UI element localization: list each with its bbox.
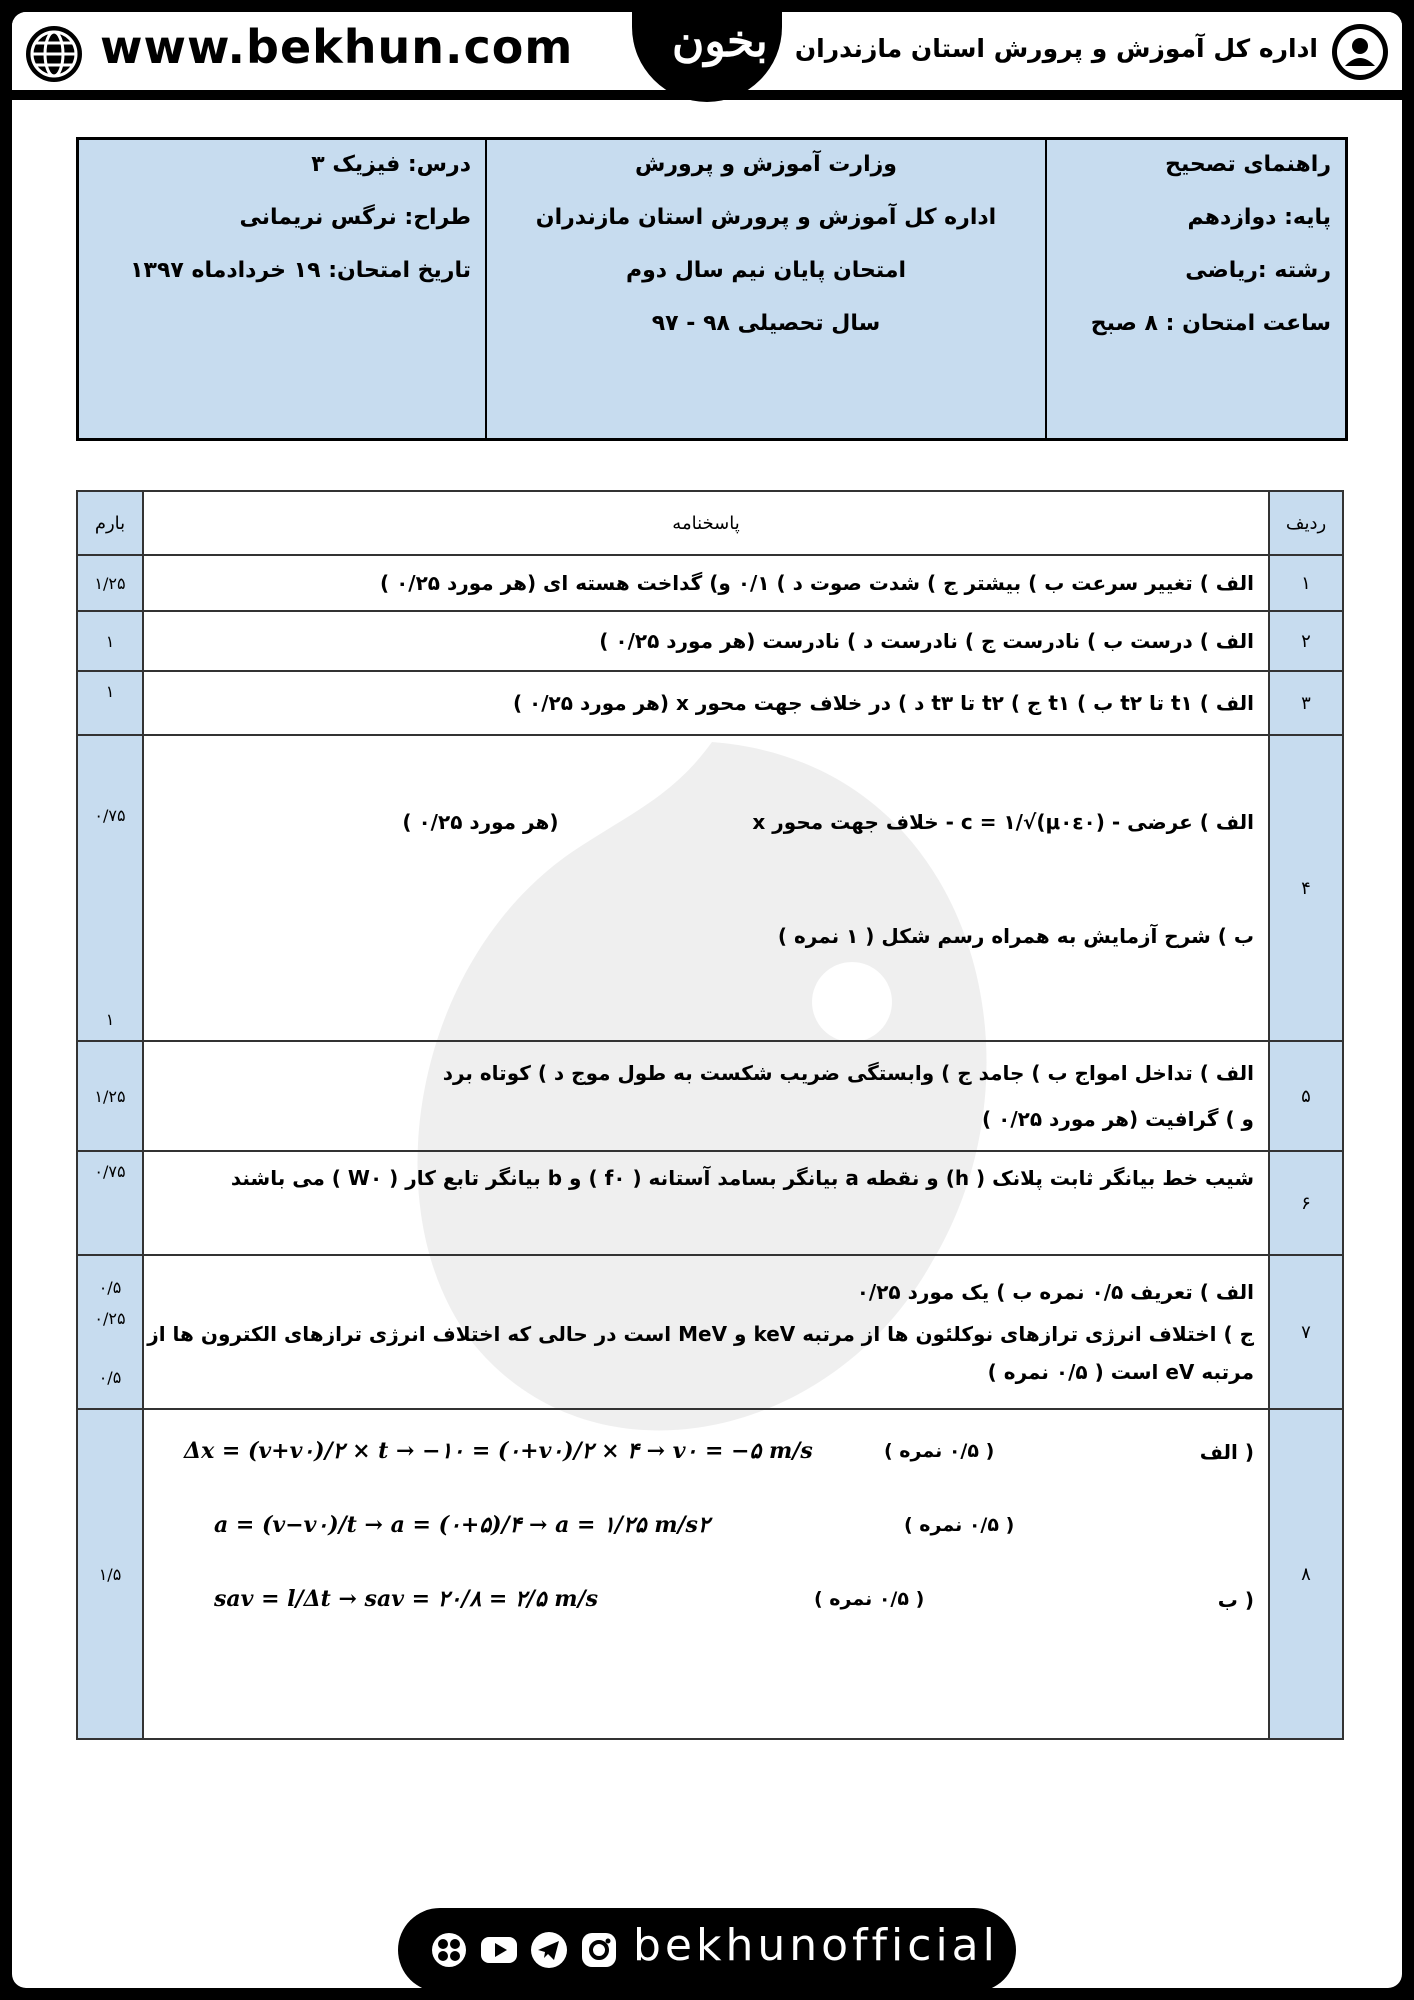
social-footer <box>398 1908 1016 1988</box>
logo-text: بخون <box>672 16 768 67</box>
mark-value-b: ۱ <box>105 1010 115 1029</box>
answer-line: شیب خط بیانگر ثابت پلانک ( h) و نقطه a بیانگر بسامد آستانه ( f۰ ) و b بیانگر تابع کار ( W۰ ) می باشند <box>230 1166 1254 1190</box>
equation-row <box>144 1494 1268 1568</box>
answer-line: و ) گرافیت (هر مورد ۰/۲۵ ) <box>982 1107 1254 1131</box>
user-icon[interactable] <box>1330 22 1390 82</box>
table-row <box>77 735 1343 1041</box>
answer-cell <box>143 1041 1269 1151</box>
mark-cell: ۰/۷۵ <box>77 1151 143 1255</box>
header-left-column <box>79 140 485 438</box>
equation-note: ( ۰/۵ نمره ) <box>884 1440 995 1462</box>
equation-note: ( ۰/۵ نمره ) <box>904 1514 1015 1536</box>
top-banner <box>12 12 1402 90</box>
answer-line: مرتبه eV است ( ۰/۵ نمره ) <box>987 1360 1254 1384</box>
grade-label: پایه: دوازدهم <box>1187 205 1331 230</box>
office-name: اداره کل آموزش و پرورش استان مازندران <box>535 205 997 230</box>
exam-header <box>76 137 1348 441</box>
answer-line <box>158 810 1254 834</box>
answer-cell <box>143 1255 1269 1409</box>
org-name: اداره کل آموزش و پرورش استان مازندران <box>794 34 1318 63</box>
part-a-label: الف ) <box>1199 1440 1254 1464</box>
answer-part-b: ب ) شرح آزمایش به همراه رسم شکل ( ۱ نمره ) <box>777 924 1254 948</box>
course-name: درس: فیزیک ۳ <box>311 152 471 177</box>
table-row <box>77 1255 1343 1409</box>
instagram-icon[interactable] <box>578 1930 620 1970</box>
mark-cell <box>77 1255 143 1409</box>
answer-cell <box>143 735 1269 1041</box>
table-row <box>77 555 1343 611</box>
mark-cell: ۱/۲۵ <box>77 555 143 611</box>
mark-value: ۰/۲۵ <box>94 1308 126 1328</box>
page <box>12 12 1402 1988</box>
equation-row <box>144 1420 1268 1494</box>
logo <box>632 12 782 102</box>
answer-line: الف ) تداخل امواج ب ) جامد ج ) وابستگی ضریب شکست به طول موج د ) کوتاه برد <box>442 1061 1254 1085</box>
row-number: ۸ <box>1269 1409 1343 1739</box>
row-number-header: ردیف <box>1269 491 1343 555</box>
table-row <box>77 1409 1343 1739</box>
field-label: رشته :ریاضی <box>1185 258 1331 283</box>
mark-value: ۰/۵ <box>98 1277 122 1297</box>
answer-line: الف ) درست ب ) نادرست ج ) نادرست د ) نادرست (هر مورد ۰/۲۵ ) <box>599 629 1254 653</box>
mark-value-a: ۰/۷۵ <box>94 806 126 825</box>
mark-cell: ۱/۵ <box>77 1409 143 1739</box>
mark-cell: ۱ <box>77 671 143 735</box>
answer-part-a: الف ) عرضی - c = ۱/√(μ۰ε۰) - خلاف جهت محور x <box>752 810 1254 834</box>
equation-note: ( ۰/۵ نمره ) <box>814 1588 925 1610</box>
header-middle-column <box>485 140 1045 438</box>
answer-key-title: راهنمای تصحیح <box>1165 152 1331 177</box>
aparat-icon[interactable] <box>428 1930 470 1970</box>
row-number: ۷ <box>1269 1255 1343 1409</box>
equation-2: a = (v−v۰)/t → a = (۰+۵)/۴ → a = ۱/۲۵ m/s۲ <box>214 1512 710 1538</box>
row-number: ۲ <box>1269 611 1343 671</box>
mark-value: ۰/۵ <box>98 1367 122 1387</box>
equation-3: sav = l/Δt → sav = ۲۰/۸ = ۲/۵ m/s <box>214 1586 598 1612</box>
telegram-icon[interactable] <box>528 1930 570 1970</box>
banner-divider <box>12 90 1402 100</box>
part-b-label: ب ) <box>1217 1588 1254 1612</box>
table-header-row <box>77 491 1343 555</box>
table-row <box>77 1151 1343 1255</box>
answer-line: الف ) تغییر سرعت ب ) بیشتر ج ) شدت صوت د ) ۰/۱ و) گداخت هسته ای (هر مورد ۰/۲۵ ) <box>379 571 1254 595</box>
academic-year: سال تحصیلی ۹۸ - ۹۷ <box>651 311 881 336</box>
table-row <box>77 1041 1343 1151</box>
answer-cell <box>143 1151 1269 1255</box>
table-row <box>77 671 1343 735</box>
equation-row <box>144 1568 1268 1642</box>
table-row <box>77 611 1343 671</box>
header-right-column <box>1045 140 1345 438</box>
equation-1: Δx = (v+v۰)/۲ × t → −۱۰ = (۰+v۰)/۲ × ۴ → v۰ = −۵ m/s <box>184 1438 813 1464</box>
social-handle[interactable]: bekhunofficial <box>633 1920 999 1971</box>
answer-cell <box>143 555 1269 611</box>
globe-icon[interactable] <box>24 24 84 84</box>
row-number: ۱ <box>1269 555 1343 611</box>
mark-cell: ۱/۲۵ <box>77 1041 143 1151</box>
row-number: ۳ <box>1269 671 1343 735</box>
answer-line: الف ) t۱ تا t۲ ب ) t۱ ج ) t۲ تا t۳ د ) در خلاف جهت محور x (هر مورد ۰/۲۵ ) <box>512 691 1254 715</box>
ministry-name: وزارت آموزش و پرورش <box>635 152 897 177</box>
answer-table <box>76 490 1344 1740</box>
row-number: ۴ <box>1269 735 1343 1041</box>
answer-line: الف ) تعریف ۰/۵ نمره ب ) یک مورد ۰/۲۵ <box>856 1280 1254 1304</box>
exam-name: امتحان پایان نیم سال دوم <box>625 258 907 283</box>
row-number: ۵ <box>1269 1041 1343 1151</box>
answer-header: پاسخنامه <box>143 491 1269 555</box>
answer-cell <box>143 1409 1269 1739</box>
site-url-link[interactable]: www.bekhun.com <box>100 20 574 74</box>
exam-date: تاریخ امتحان: ۱۹ خردادماه ۱۳۹۷ <box>130 258 471 283</box>
row-number: ۶ <box>1269 1151 1343 1255</box>
answer-cell <box>143 671 1269 735</box>
answer-line: ج ) اختلاف انرژی ترازهای نوکلئون ها از مرتبه keV و MeV است در حالی که اختلاف انرژی ترازهای الکترون ها از <box>147 1322 1254 1346</box>
exam-time: ساعت امتحان : ۸ صبح <box>1090 311 1331 336</box>
answer-cell <box>143 611 1269 671</box>
mark-header: بارم <box>77 491 143 555</box>
answer-note: (هر مورد ۰/۲۵ ) <box>402 810 559 834</box>
youtube-icon[interactable] <box>478 1930 520 1970</box>
mark-cell: ۱ <box>77 611 143 671</box>
mark-cell <box>77 735 143 1041</box>
designer-name: طراح: نرگس نریمانی <box>239 205 471 230</box>
